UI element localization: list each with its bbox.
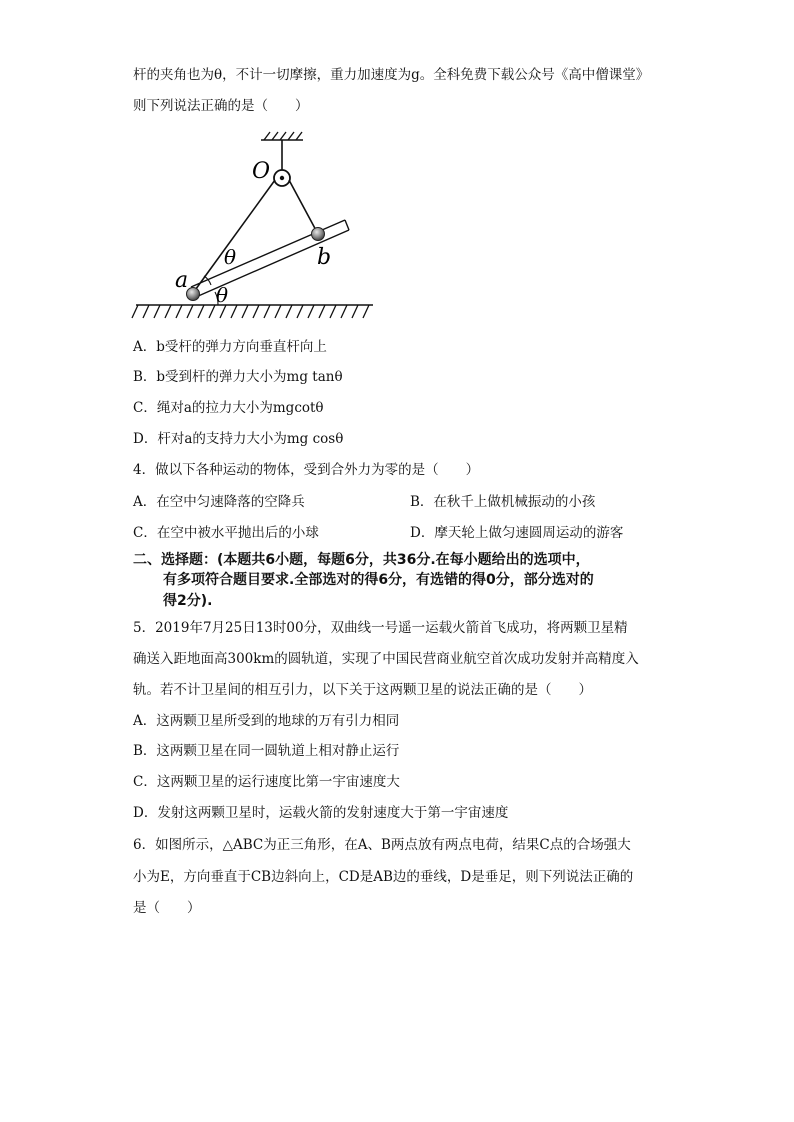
label-theta-rope: θ xyxy=(224,245,237,269)
q5-option-a: A．这两颗卫星所受到的地球的万有引力相同 xyxy=(133,713,400,729)
q6-line-1: 6．如图所示，△ABC为正三角形，在A、B两点放有两点电荷，结果C点的合场强大 xyxy=(133,837,631,853)
q4-option-c: C．在空中被水平抛出后的小球 xyxy=(133,525,319,541)
q5-line-2: 确送入距地面高300km的圆轨道，实现了中国民营商业航空首次成功发射并高精度入 xyxy=(133,651,639,667)
section-2-heading-line-3: 得2分). xyxy=(163,593,213,609)
q6-line-3: 是（ ） xyxy=(133,900,201,916)
q3-option-d: D．杆对a的支持力大小为mg cosθ xyxy=(133,431,344,447)
label-O: O xyxy=(252,159,271,184)
physics-figure xyxy=(128,128,378,320)
ball-b xyxy=(312,228,325,241)
intro-line-2: 则下列说法正确的是（ ） xyxy=(133,98,309,114)
rope-a xyxy=(193,180,275,293)
q5-option-d: D．发射这两颗卫星时，运载火箭的发射速度大于第一宇宙速度 xyxy=(133,805,509,821)
q5-option-c: C．这两颗卫星的运行速度比第一宇宙速度大 xyxy=(133,774,400,790)
q5-option-b: B．这两颗卫星在同一圆轨道上相对静止运行 xyxy=(133,743,400,759)
q5-line-3: 轨。若不计卫星间的相互引力，以下关于这两颗卫星的说法正确的是（ ） xyxy=(133,682,592,698)
intro-line-1: 杆的夹角也为θ，不计一切摩擦，重力加速度为g。全科免费下载公众号《高中僧课堂》 xyxy=(133,67,650,83)
q4-option-d: D．摩天轮上做匀速圆周运动的游客 xyxy=(410,525,624,541)
label-b: b xyxy=(317,245,332,270)
q3-option-a: A．b受杆的弹力方向垂直杆向上 xyxy=(133,339,327,355)
q3-option-c: C．绳对a的拉力大小为mgcotθ xyxy=(133,400,324,416)
label-theta-ground: θ xyxy=(216,283,229,307)
ball-a xyxy=(187,288,200,301)
rope-b xyxy=(289,180,318,234)
section-2-heading-line-1: 二、选择题：(本题共6小题，每题6分，共36分.在每小题给出的选项中， xyxy=(133,552,590,568)
q4-option-a: A．在空中匀速降落的空降兵 xyxy=(133,494,305,510)
label-a: a xyxy=(175,268,189,293)
q6-line-2: 小为E，方向垂直于CB边斜向上，CD是AB边的垂线，D是垂足，则下列说法正确的 xyxy=(133,869,634,885)
section-2-heading-line-2: 有多项符合题目要求.全部选对的得6分，有选错的得0分，部分选对的 xyxy=(163,572,594,588)
q3-option-b: B．b受到杆的弹力大小为mg tanθ xyxy=(133,369,343,385)
q5-line-1: 5．2019年7月25日13时00分，双曲线一号遥一运载火箭首飞成功，将两颗卫星精 xyxy=(133,620,628,636)
q4-stem: 4．做以下各种运动的物体，受到合外力为零的是（ ） xyxy=(133,462,480,478)
q4-option-b: B．在秋千上做机械振动的小孩 xyxy=(410,494,596,510)
